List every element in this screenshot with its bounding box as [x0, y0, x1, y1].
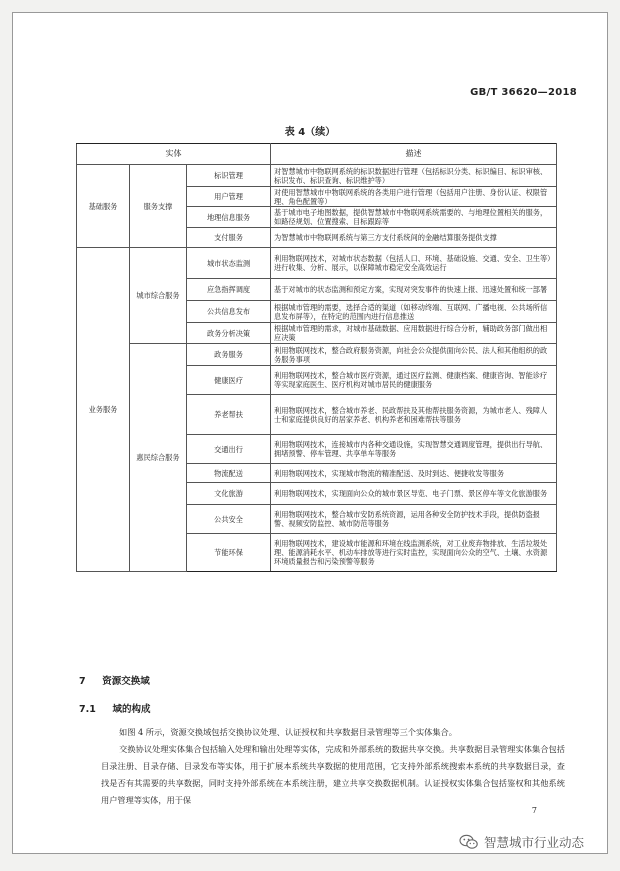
entity-name-cell: 标识管理	[187, 165, 271, 187]
entity-name-cell: 健康医疗	[187, 366, 271, 395]
entity-description-cell: 利用物联网技术，连接城市内各种交通设施，实现智慧交通调度管理，提供出行导航、拥堵预警、停车管理、共享单车等服务	[271, 435, 557, 464]
entity-name-cell: 养老帮扶	[187, 395, 271, 435]
header-description: 描述	[271, 144, 557, 165]
entity-name-cell: 节能环保	[187, 534, 271, 572]
entity-description-cell: 利用物联网技术，整合城市医疗资源，通过医疗监测、健康档案、健康咨询、智能诊疗等实现家庭医生、医疗机构对城市居民的健康服务	[271, 366, 557, 395]
section-heading	[79, 673, 150, 687]
subsection-number: 7.1	[79, 704, 96, 715]
header-entity: 实体	[77, 144, 271, 165]
category-cell: 基础服务	[77, 165, 130, 248]
paragraph-2-text: 交换协议处理实体集合包括输入处理和输出处理等实体，完成和外部系统的数据共享交换。共享数据目录管理实体集合包括目录注册、目录存储、目录发布等实体，用于扩展本系统共享数据的使用范围，它支持外部系统搜索本系统的共享数据目录，查找是否有其需要的共享数据，同时支持外部系统在本系统注册，建立共享交换数据机制。认证授权实体集合包括鉴权和其他系统用户管理等实体，用于保	[101, 744, 565, 805]
table-row	[77, 344, 557, 366]
entity-description-cell: 利用物联网技术，对城市状态数据（包括人口、环境、基础设施、交通、安全、卫生等）进行收集、分析、展示，以保障城市稳定安全高效运行	[271, 248, 557, 279]
entity-description-cell: 对使用智慧城市中物联网系统的各类用户进行管理（包括用户注册、身份认证、权限管理、角色配置等）	[271, 187, 557, 207]
section-title: 资源交换域	[102, 676, 150, 687]
entity-name-cell: 用户管理	[187, 187, 271, 207]
entity-description-cell: 为智慧城市中物联网系统与第三方支付系统间的金融结算服务提供支撑	[271, 228, 557, 248]
entity-name-cell: 政务分析决策	[187, 323, 271, 344]
table-row	[77, 165, 557, 187]
table-row	[77, 248, 557, 279]
subsection-heading	[79, 701, 150, 715]
entity-name-cell: 支付服务	[187, 228, 271, 248]
paragraph-1-text: 如图 4 所示，资源交换域包括交换协议处理、认证授权和共享数据目录管理等三个实体集合。	[119, 727, 457, 737]
entity-description-cell: 利用物联网技术，实现城市物流的精准配送、及时到达、便捷收发等服务	[271, 464, 557, 483]
entity-name-cell: 城市状态监测	[187, 248, 271, 279]
category-cell: 业务服务	[77, 248, 130, 572]
entity-description-cell: 根据城市管理的需要，选择合适的渠道（如移动终端、互联网、广播电视、公共场所信息发布屏等），在特定的范围内进行信息推送	[271, 301, 557, 323]
entity-name-cell: 交通出行	[187, 435, 271, 464]
entity-name-cell: 应急指挥调度	[187, 279, 271, 301]
entity-name-cell: 公共安全	[187, 505, 271, 534]
entity-name-cell: 政务服务	[187, 344, 271, 366]
entity-description-cell: 根据城市管理的需求，对城市基础数据、应用数据进行综合分析，辅助政务部门做出相应决策	[271, 323, 557, 344]
paragraph-1	[101, 724, 565, 741]
entity-description-cell: 基于对城市的状态监测和预定方案，实现对突发事件的快速上报、迅速处置和统一部署	[271, 279, 557, 301]
entity-name-cell: 文化旅游	[187, 483, 271, 505]
subgroup-cell: 惠民综合服务	[130, 344, 187, 572]
watermark	[459, 833, 584, 851]
entity-description-cell: 利用物联网技术，实现面向公众的城市景区导览、电子门票、景区停车等文化旅游服务	[271, 483, 557, 505]
subsection-title: 域的构成	[112, 704, 151, 715]
subgroup-cell: 城市综合服务	[130, 248, 187, 344]
entity-description-cell: 利用物联网技术，建设城市能源和环境在线监测系统，对工业废弃物排放、生活垃圾处理、能源消耗水平、机动车排放等进行实时监控，实现面向公众的空气、土壤、水资源环境质量报告和污染预警等服务	[271, 534, 557, 572]
entity-description-cell: 对智慧城市中物联网系统的标识数据进行管理（包括标识分类、标识编目、标识审核、标识发布、标识查询、标识维护等）	[271, 165, 557, 187]
paragraph-2	[101, 741, 565, 809]
entity-name-cell: 公共信息发布	[187, 301, 271, 323]
entity-name-cell: 物流配送	[187, 464, 271, 483]
standard-number: GB/T 36620—2018	[470, 87, 577, 98]
entity-description-cell: 利用物联网技术，整合城市养老、民政帮扶及其他帮扶服务资源，为城市老人、残障人士和家庭提供良好的居家养老、机构养老和困难帮扶等服务	[271, 395, 557, 435]
subgroup-cell: 服务支撑	[130, 165, 187, 248]
document-page	[12, 12, 608, 854]
entity-description-cell: 利用物联网技术，整合政府服务资源，向社会公众提供面向公民、法人和其他组织的政务服务事项	[271, 344, 557, 366]
entity-table	[76, 143, 557, 572]
entity-description-cell: 基于城市电子地图数据，提供智慧城市中物联网系统需要的、与地理位置相关的服务，如路径规划、位置搜索、目标跟踪等	[271, 207, 557, 228]
page-number: 7	[531, 806, 537, 815]
section-number: 7	[79, 676, 86, 687]
wechat-icon	[459, 834, 479, 850]
table-caption: 表 4（续）	[284, 127, 336, 138]
entity-name-cell: 地理信息服务	[187, 207, 271, 228]
entity-description-cell: 利用物联网技术，整合城市安防系统资源，运用各种安全防护技术手段，提供防盗报警、视频安防监控、城市防范等服务	[271, 505, 557, 534]
table-body	[77, 165, 557, 572]
watermark-text: 智慧城市行业动态	[483, 835, 584, 850]
